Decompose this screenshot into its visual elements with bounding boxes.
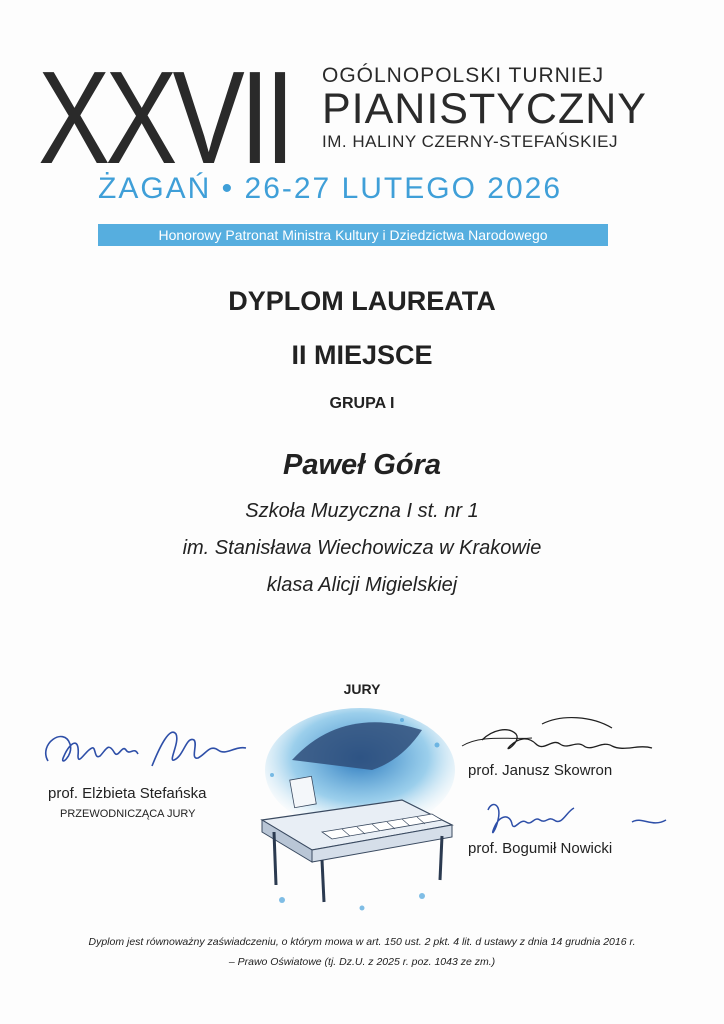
laureate-name: Paweł Góra — [283, 449, 441, 481]
title-line-2: PIANISTYCZNY — [322, 85, 647, 133]
title-line-3: IM. HALINY CZERNY-STEFAŃSKIEJ — [322, 132, 619, 151]
jury-chair-role: PRZEWODNICZĄCA JURY — [60, 808, 196, 820]
city-date: ŻAGAŃ • 26-27 LUTEGO 2026 — [98, 172, 563, 205]
jury-label: JURY — [343, 681, 381, 697]
signature-stefanska — [34, 716, 264, 786]
school-line-3: klasa Alicji Migielskiej — [266, 574, 458, 596]
tournament-title — [322, 64, 682, 152]
jury-member-1-name: prof. Janusz Skowron — [468, 762, 613, 779]
patronage-banner: Honorowy Patronat Ministra Kultury i Dziedzictwa Narodowego — [98, 224, 608, 246]
edition-roman-numeral: XXVII — [38, 44, 291, 191]
grand-piano-illustration — [252, 700, 462, 915]
legal-note-line-1: Dyplom jest równoważny zaświadczeniu, o którym mowa w art. 150 ust. 2 pkt. 4 lit. d ustawy z dnia 14 grudnia 2016 r. — [88, 936, 636, 948]
jury-chair-name: prof. Elżbieta Stefańska — [48, 785, 207, 802]
group-label: GRUPA I — [329, 395, 395, 412]
title-line-1: OGÓLNOPOLSKI TURNIEJ — [322, 64, 605, 87]
diploma-title: DYPLOM LAUREATA — [228, 286, 496, 316]
jury-member-2-name: prof. Bogumił Nowicki — [468, 840, 613, 857]
school-line-1: Szkoła Muzyczna I st. nr 1 — [245, 500, 479, 522]
award-place: II MIEJSCE — [291, 340, 433, 370]
school-line-2: im. Stanisława Wiechowicza w Krakowie — [182, 537, 542, 559]
signature-nowicki — [482, 798, 672, 843]
legal-note-line-2: – Prawo Oświatowe (tj. Dz.U. z 2025 r. poz. 1043 ze zm.) — [228, 956, 496, 968]
